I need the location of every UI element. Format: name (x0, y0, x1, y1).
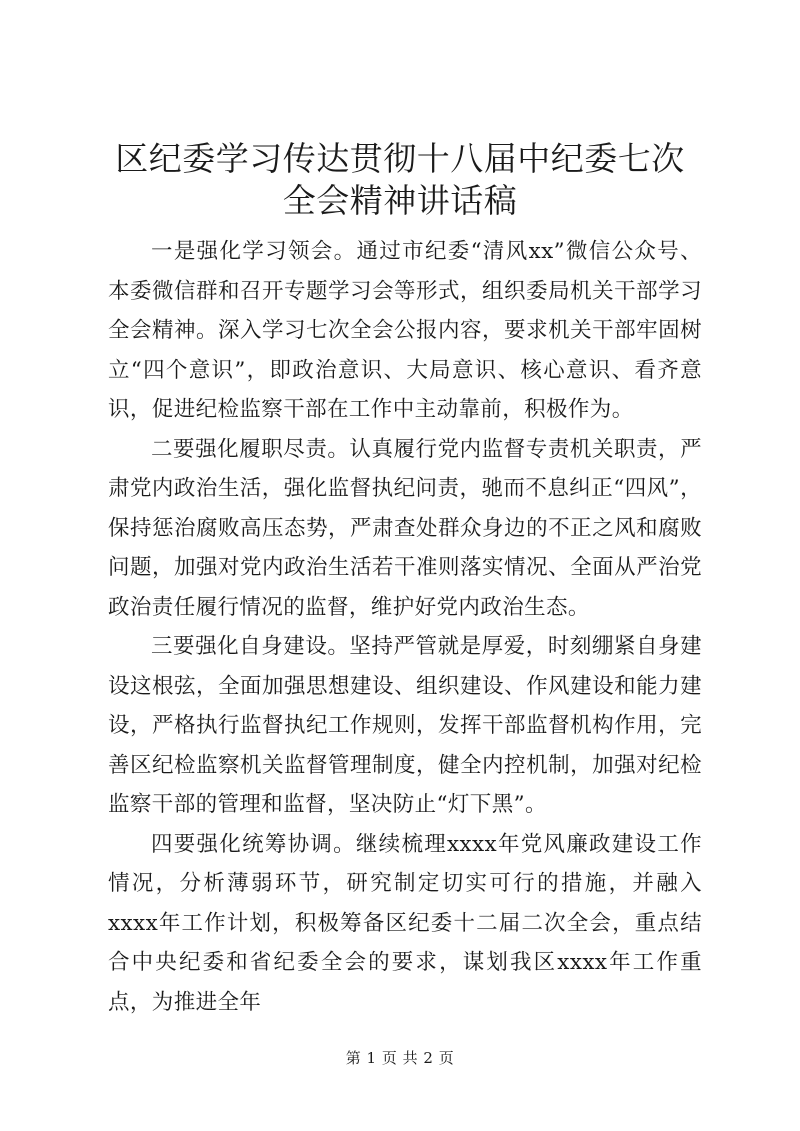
paragraph-2: 二要强化履职尽责。认真履行党内监督专责机关职责，严肃党内政治生活，强化监督执纪问责，驰而不息纠正“四风”，保持惩治腐败高压态势，严肃查处群众身边的不正之风和腐败问题，加强对党内政治生活若干准则落实情况、全面从严治党政治责任履行情况的监督，维护好党内政治生态。 (108, 436, 702, 620)
document-title: 区纪委学习传达贯彻十八届中纪委七次全会精神讲话稿 (115, 139, 685, 220)
page-number-footer: 第 1 页 共 2 页 (345, 1049, 455, 1067)
paragraph-1: 一是强化学习领会。通过市纪委“清风xx”微信公众号、本委微信群和召开专题学习会等形式，组织委局机关干部学习全会精神。深入学习七次全会公报内容，要求机关干部牢固树立“四个意识”，即政治意识、大局意识、核心意识、看齐意识，促进纪检监察干部在工作中主动靠前，积极作为。 (108, 239, 702, 422)
paragraph-4: 四要强化统筹协调。继续梳理xxxx年党风廉政建设工作情况，分析薄弱环节，研究制定切实可行的措施，并融入xxxx年工作计划，积极筹备区纪委十二届二次全会，重点结合中央纪委和省纪委全会的要求，谋划我区xxxx年工作重点，为推进全年 (108, 831, 702, 1015)
document-body (108, 232, 702, 1022)
paragraph-3: 三要强化自身建设。坚持严管就是厚爱，时刻绷紧自身建设这根弦，全面加强思想建设、组织建设、作风建设和能力建设，严格执行监督执纪工作规则，发挥干部监督机构作用，完善区纪检监察机关监督管理制度，健全内控机制，加强对纪检监察干部的管理和监督，坚决防止“灯下黑”。 (108, 634, 702, 817)
